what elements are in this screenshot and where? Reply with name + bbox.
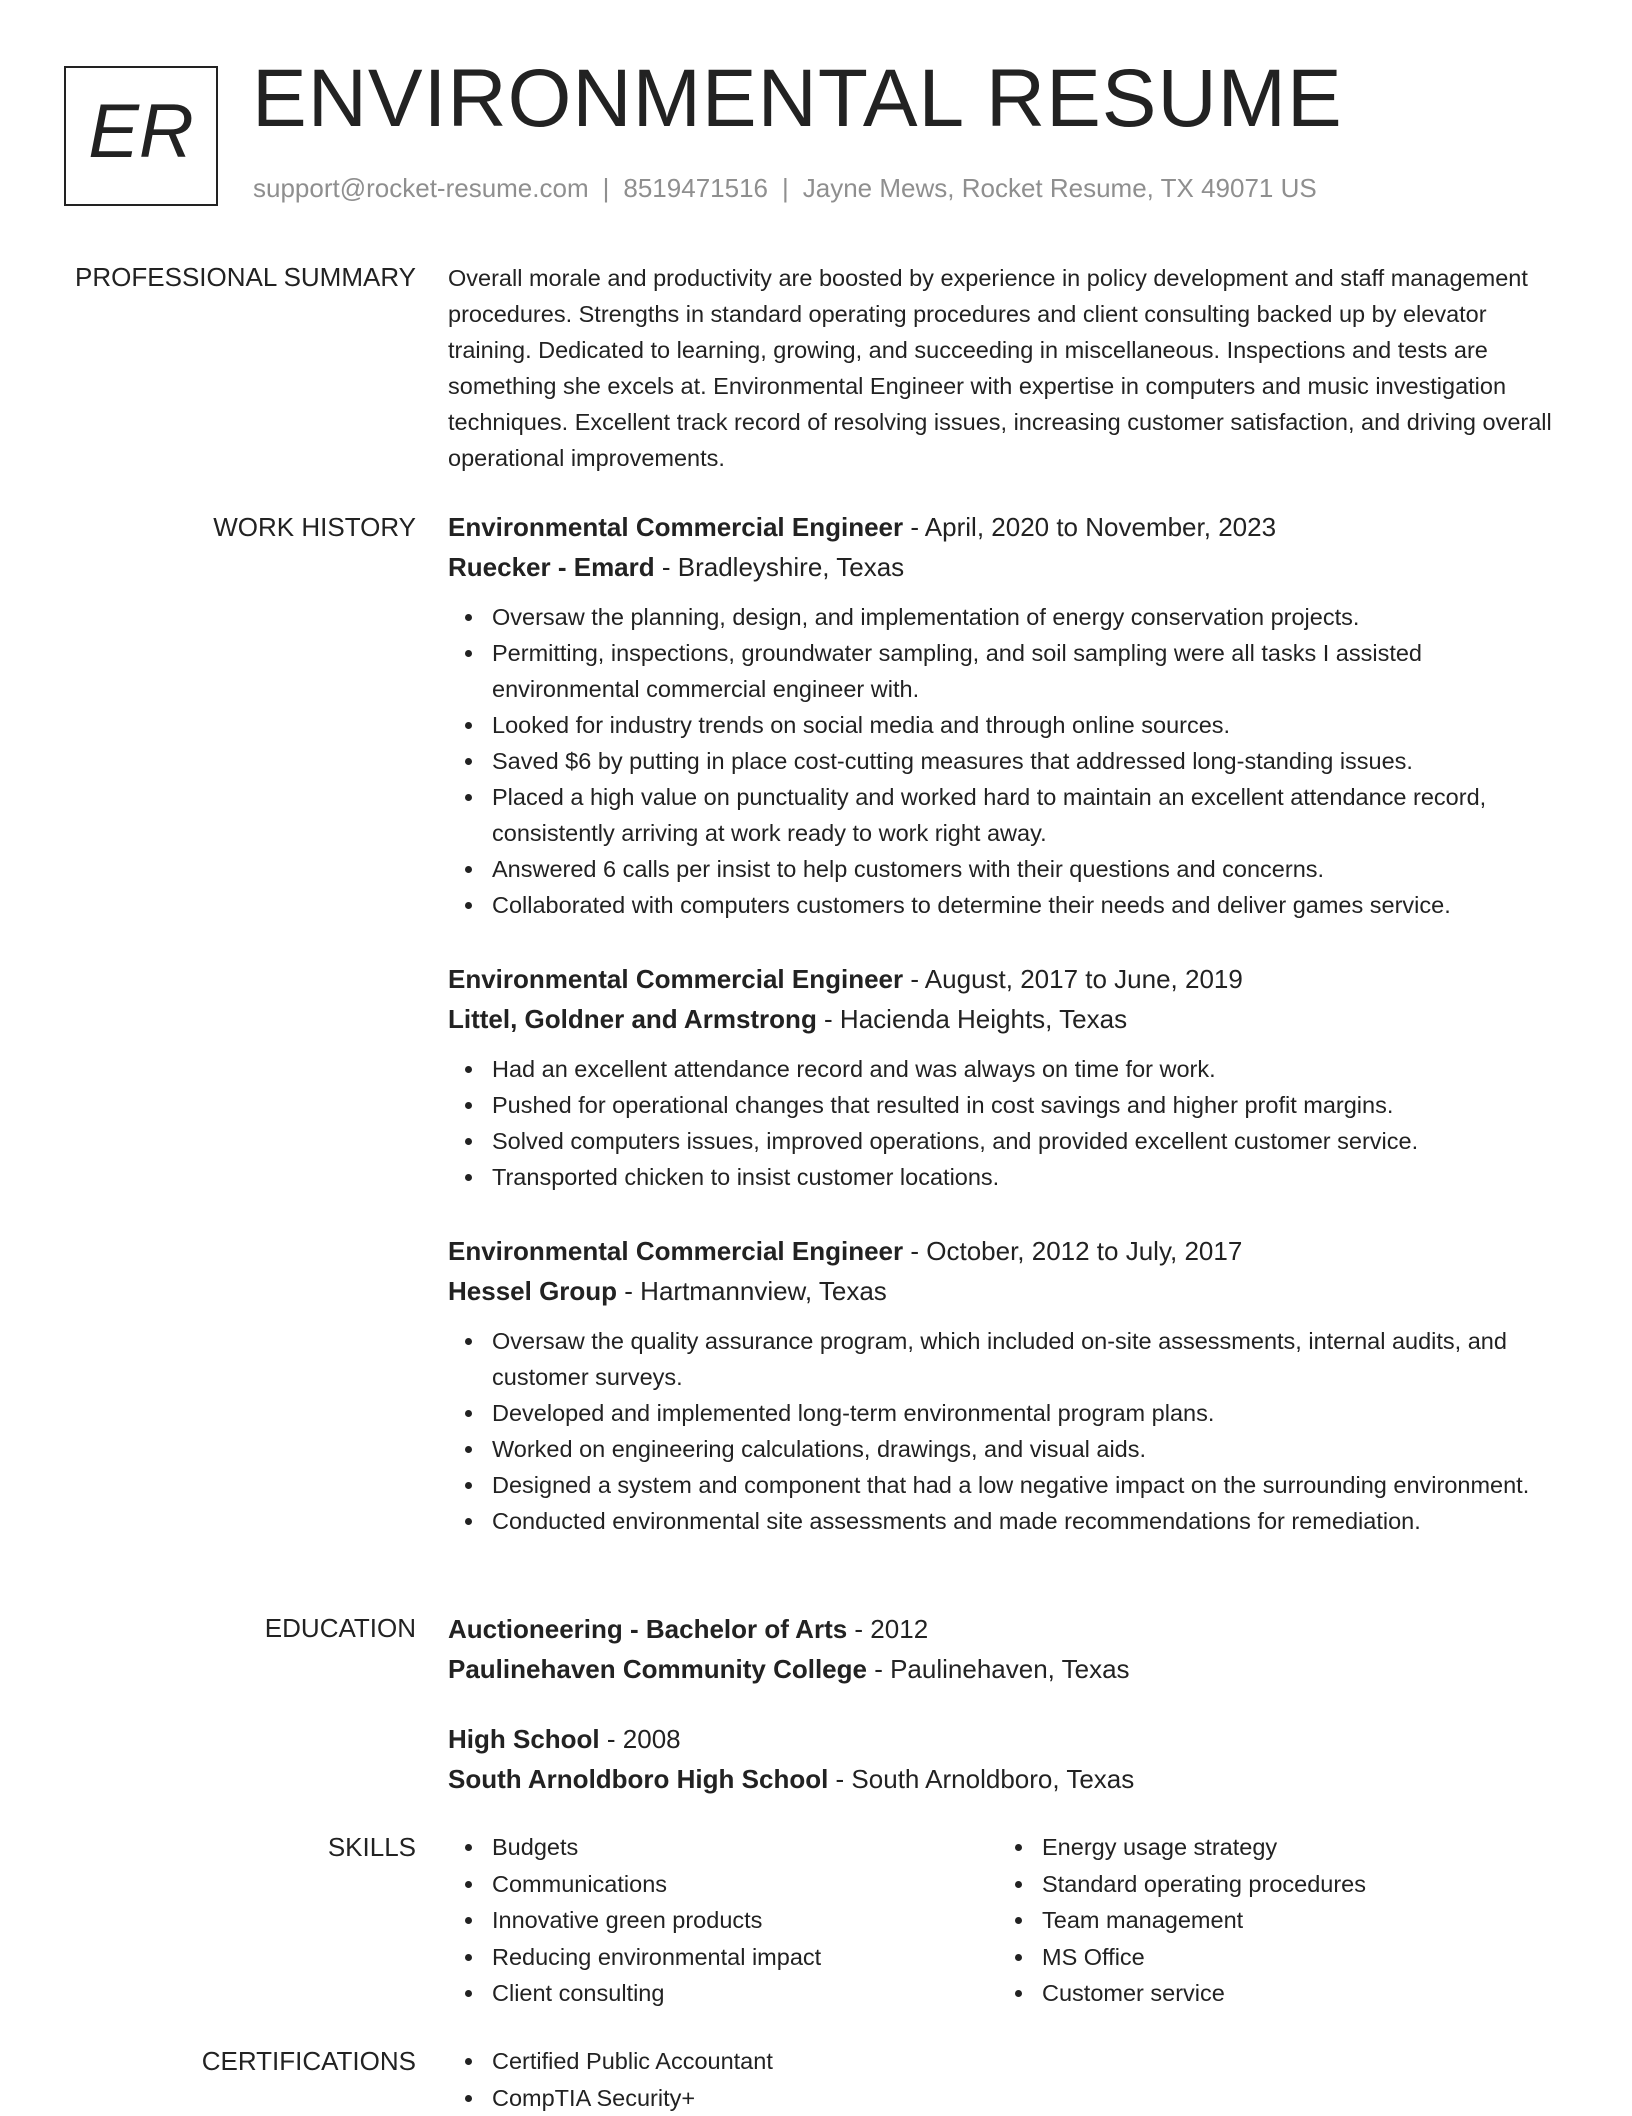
education-degree: Auctioneering - Bachelor of Arts	[448, 1614, 847, 1644]
job-title: Environmental Commercial Engineer	[448, 964, 903, 994]
skill-item: MS Office	[1042, 1939, 1562, 1976]
contact-address: Jayne Mews, Rocket Resume, TX 49071 US	[803, 173, 1317, 203]
job-bullet: Solved computers issues, improved operations, and provided excellent customer service.	[492, 1123, 1568, 1159]
education-school-line	[448, 1649, 1568, 1689]
job-title-line	[448, 1231, 1568, 1271]
job-entry	[448, 959, 1568, 1195]
skill-item: Team management	[1042, 1902, 1562, 1939]
education-entry	[448, 1609, 1568, 1689]
job-bullet: Saved $6 by putting in place cost-cutting measures that addressed long-standing issues.	[492, 743, 1568, 779]
skill-item: Communications	[492, 1866, 998, 1903]
monogram-logo	[64, 66, 218, 206]
job-bullet: Looked for industry trends on social media and through online sources.	[492, 707, 1568, 743]
job-bullet: Oversaw the quality assurance program, which included on-site assessments, internal audits, and customer surveys.	[492, 1323, 1568, 1395]
job-location: - Hartmannview, Texas	[617, 1276, 887, 1306]
skills-list-left	[448, 1829, 998, 2012]
job-dates: - April, 2020 to November, 2023	[903, 512, 1276, 542]
contact-email: support@rocket-resume.com	[253, 173, 589, 203]
skills-list-right	[998, 1829, 1562, 2012]
skill-item: Innovative green products	[492, 1902, 998, 1939]
skills-section	[448, 1829, 1568, 2012]
contact-separator: |	[782, 175, 789, 201]
job-entry	[448, 507, 1568, 923]
job-location: - Bradleyshire, Texas	[655, 552, 905, 582]
job-entry	[448, 1231, 1568, 1539]
education-entry	[448, 1719, 1568, 1799]
job-bullet: Permitting, inspections, groundwater sampling, and soil sampling were all tasks I assisted environmental commercial engineer with.	[492, 635, 1568, 707]
job-bullet: Oversaw the planning, design, and implementation of energy conservation projects.	[492, 599, 1568, 635]
job-company-line	[448, 547, 1568, 587]
education-year: - 2008	[600, 1724, 681, 1754]
education-school: Paulinehaven Community College	[448, 1654, 867, 1684]
job-location: - Hacienda Heights, Texas	[817, 1004, 1127, 1034]
job-title-line	[448, 959, 1568, 999]
resume-title: ENVIRONMENTAL RESUME	[252, 58, 1343, 140]
job-bullet: Designed a system and component that had a low negative impact on the surrounding environment.	[492, 1467, 1568, 1503]
job-bullet: Collaborated with computers customers to determine their needs and deliver games service.	[492, 887, 1568, 923]
job-company: Littel, Goldner and Armstrong	[448, 1004, 817, 1034]
job-bullet: Had an excellent attendance record and was always on time for work.	[492, 1051, 1568, 1087]
job-dates: - August, 2017 to June, 2019	[903, 964, 1243, 994]
job-bullets	[448, 599, 1568, 923]
section-label-certifications: CERTIFICATIONS	[202, 2048, 416, 2074]
job-bullets	[448, 1051, 1568, 1195]
job-bullets	[448, 1323, 1568, 1539]
section-label-work: WORK HISTORY	[213, 514, 416, 540]
section-label-summary: PROFESSIONAL SUMMARY	[75, 264, 416, 290]
contact-line	[253, 175, 1317, 201]
job-title-line	[448, 507, 1568, 547]
job-company-line	[448, 1271, 1568, 1311]
certifications-section	[448, 2043, 1568, 2116]
job-bullet: Pushed for operational changes that resulted in cost savings and higher profit margins.	[492, 1087, 1568, 1123]
contact-phone: 8519471516	[623, 173, 768, 203]
job-title: Environmental Commercial Engineer	[448, 512, 903, 542]
contact-separator: |	[603, 175, 610, 201]
skill-item: Budgets	[492, 1829, 998, 1866]
skill-item: Energy usage strategy	[1042, 1829, 1562, 1866]
skill-item: Client consulting	[492, 1975, 998, 2012]
job-bullet: Developed and implemented long-term environmental program plans.	[492, 1395, 1568, 1431]
job-company: Ruecker - Emard	[448, 552, 655, 582]
education-year: - 2012	[847, 1614, 928, 1644]
education-location: - South Arnoldboro, Texas	[828, 1764, 1134, 1794]
summary-text: Overall morale and productivity are boosted by experience in policy development and staff management procedures. Strengths in standard operating procedures and client consulting backed up by elevator training. Dedicated to learning, growing, and succeeding in miscellaneous. Inspections and tests are something she excels at. Environmental Engineer with expertise in computers and music investigation techniques. Excellent track record of resolving issues, increasing customer satisfaction, and driving overall operational improvements.	[448, 260, 1568, 476]
education-degree: High School	[448, 1724, 600, 1754]
certification-item: CompTIA Security+	[492, 2080, 1568, 2116]
job-bullet: Conducted environmental site assessments and made recommendations for remediation.	[492, 1503, 1568, 1539]
education-degree-line	[448, 1609, 1568, 1649]
monogram-initials: ER	[66, 94, 216, 170]
skill-item: Customer service	[1042, 1975, 1562, 2012]
section-label-education: EDUCATION	[265, 1615, 416, 1641]
job-company-line	[448, 999, 1568, 1039]
job-bullet: Worked on engineering calculations, drawings, and visual aids.	[492, 1431, 1568, 1467]
job-company: Hessel Group	[448, 1276, 617, 1306]
job-bullet: Transported chicken to insist customer locations.	[492, 1159, 1568, 1195]
skill-item: Standard operating procedures	[1042, 1866, 1562, 1903]
education-location: - Paulinehaven, Texas	[867, 1654, 1130, 1684]
certifications-list	[448, 2043, 1568, 2116]
education-school: South Arnoldboro High School	[448, 1764, 828, 1794]
job-bullet: Placed a high value on punctuality and worked hard to maintain an excellent attendance record, consistently arriving at work ready to work right away.	[492, 779, 1568, 851]
certification-item: Certified Public Accountant	[492, 2043, 1568, 2080]
summary-section	[448, 260, 1568, 476]
job-bullet: Answered 6 calls per insist to help customers with their questions and concerns.	[492, 851, 1568, 887]
education-degree-line	[448, 1719, 1568, 1759]
job-title: Environmental Commercial Engineer	[448, 1236, 903, 1266]
section-label-skills: SKILLS	[328, 1834, 416, 1860]
skill-item: Reducing environmental impact	[492, 1939, 998, 1976]
job-dates: - October, 2012 to July, 2017	[903, 1236, 1242, 1266]
education-school-line	[448, 1759, 1568, 1799]
